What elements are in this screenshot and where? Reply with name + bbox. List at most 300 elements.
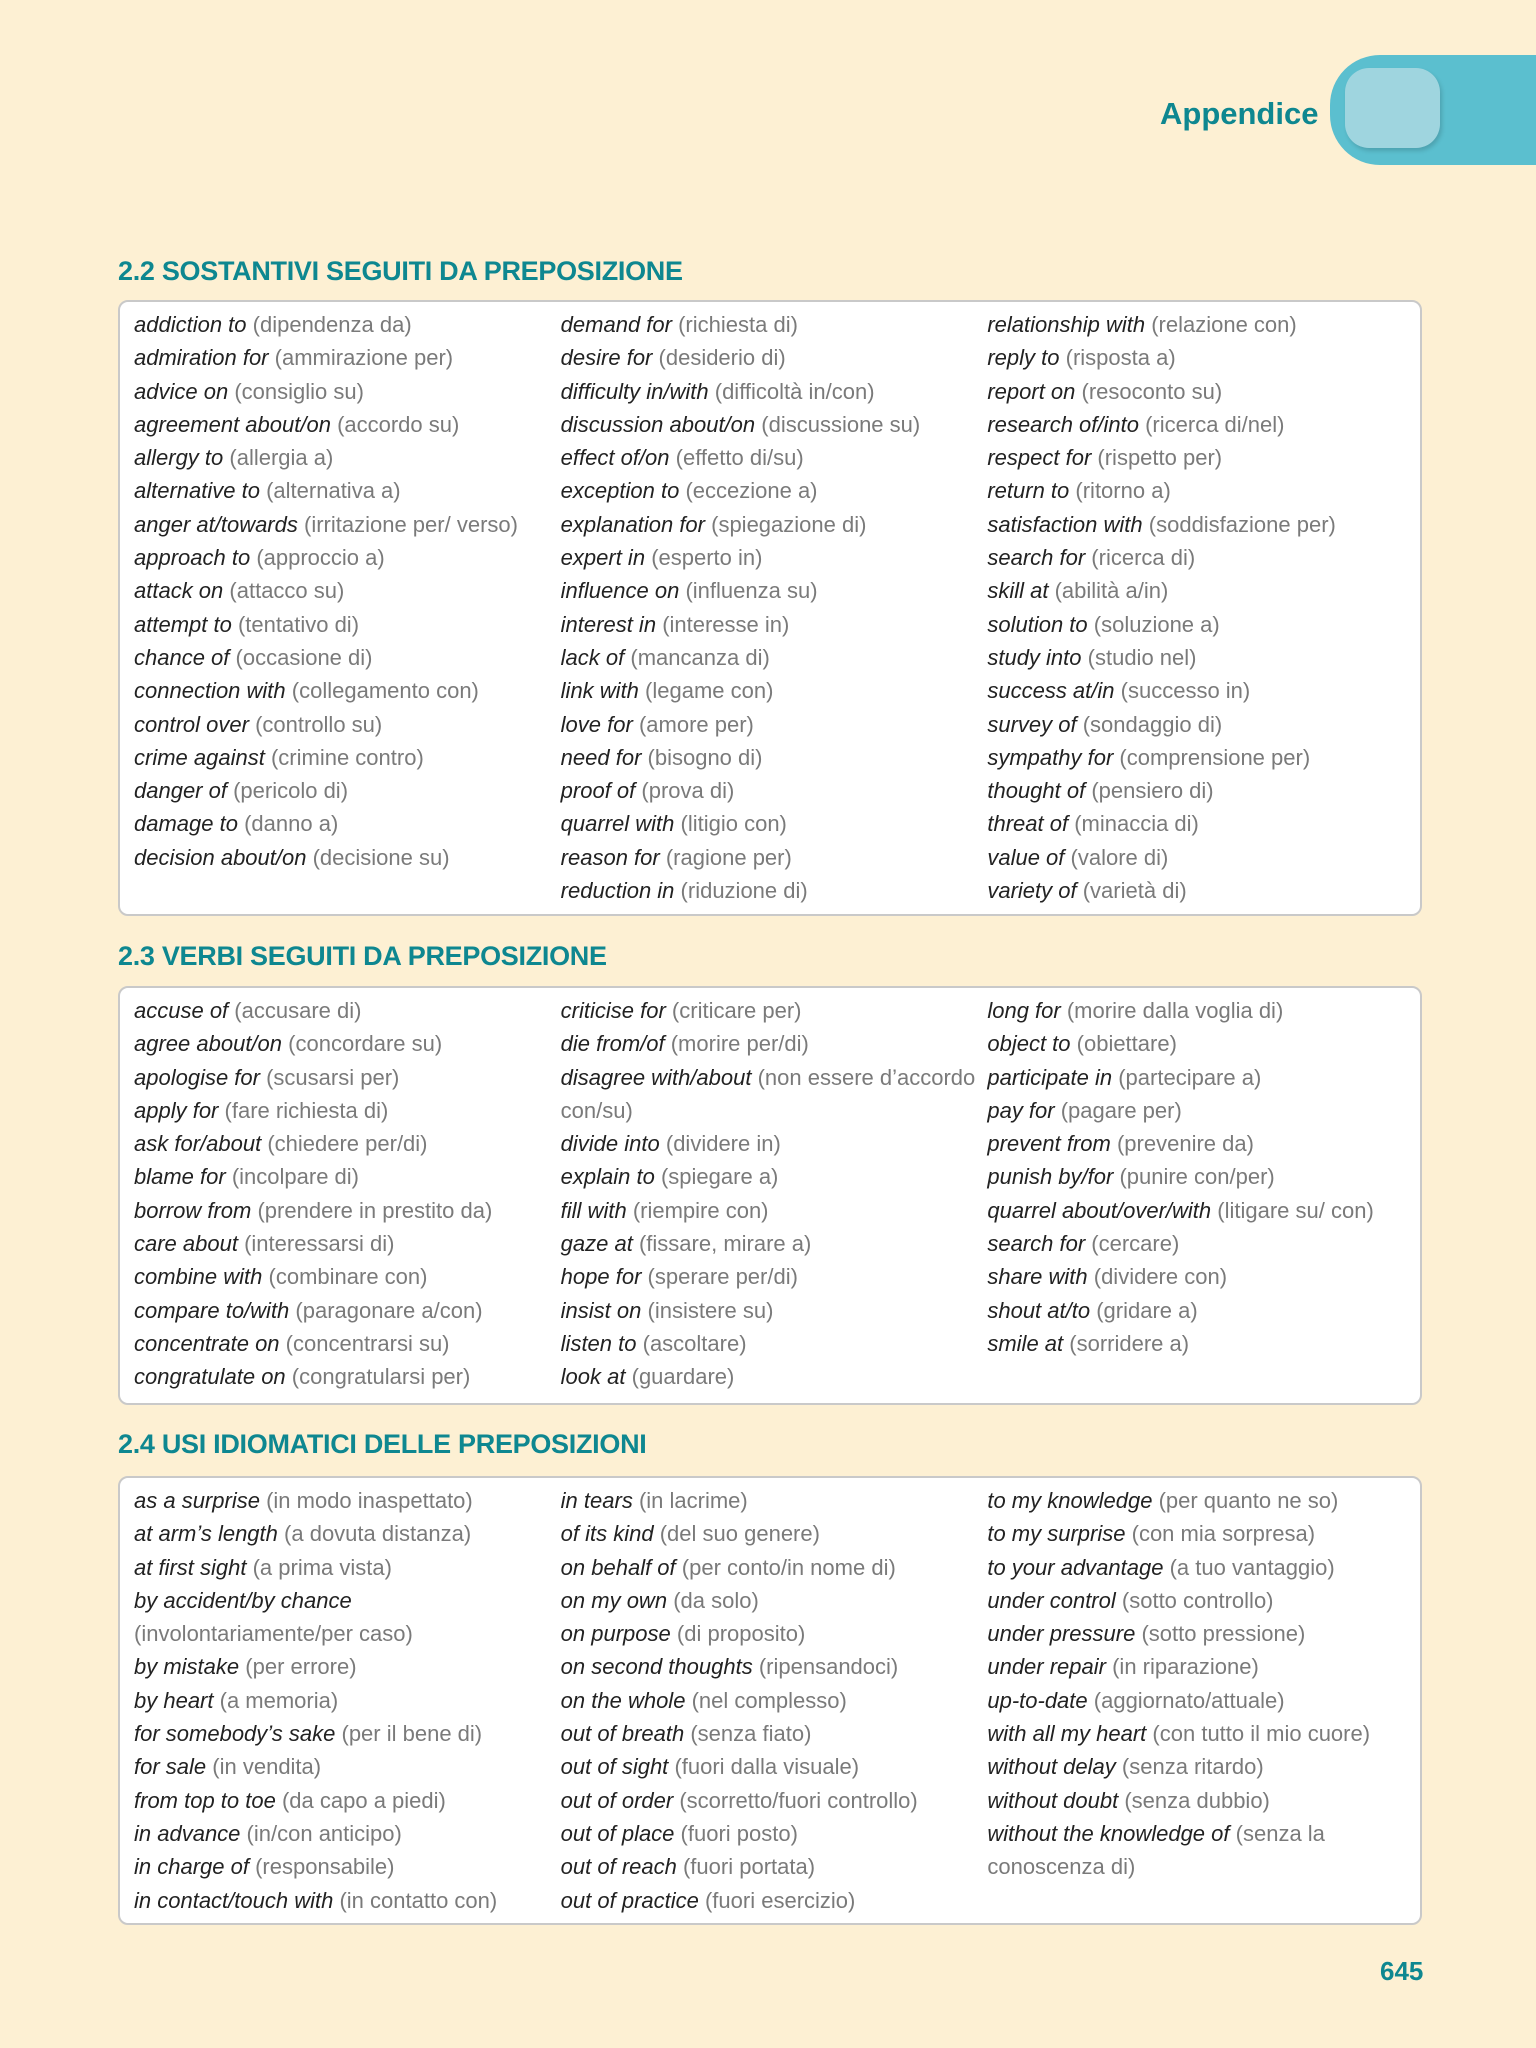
entry-term: long for (987, 998, 1061, 1023)
entry (987, 1294, 1414, 1327)
entry-translation: (fuori portata) (682, 1854, 816, 1880)
entry-translation: (scusarsi per) (266, 1064, 400, 1090)
entry (134, 1784, 561, 1817)
entry (134, 1194, 561, 1227)
entry-translation: (con mia sorpresa) (1131, 1521, 1316, 1547)
entry (561, 841, 988, 874)
entry-term: survey of (987, 711, 1077, 737)
entry (561, 1517, 988, 1550)
entry-term: to my surprise (987, 1521, 1126, 1547)
entry-term: in advance (134, 1820, 241, 1846)
section-box (118, 986, 1422, 1405)
entry-term: proof of (560, 778, 636, 804)
entry-term: love for (560, 711, 633, 737)
entry-translation: (fuori posto) (680, 1820, 798, 1846)
entry-term: threat of (987, 811, 1069, 837)
entry-term: sympathy for (987, 744, 1114, 770)
entry-term: search for (987, 1231, 1086, 1257)
entry (987, 341, 1414, 374)
entry-translation: (approccio a) (256, 545, 385, 571)
entry-translation: (senza ritardo) (1121, 1754, 1264, 1780)
entry-translation: (discussione su) (761, 411, 921, 437)
entry-translation: (per conto/in nome di) (681, 1554, 896, 1580)
entry-translation: (da capo a piedi) (281, 1787, 446, 1813)
entry-translation: (attacco su) (229, 578, 345, 604)
entry-term: under pressure (987, 1621, 1136, 1647)
entry-term: connection with (134, 678, 286, 704)
entry-translation: (prova di) (641, 778, 735, 804)
entry-term: by heart (134, 1687, 214, 1713)
entry-term: anger at/towards (134, 511, 298, 537)
entry (134, 1517, 561, 1550)
entry-term: demand for (560, 312, 672, 337)
entry (134, 441, 561, 474)
entry (987, 1750, 1414, 1783)
entry-term: as a surprise (134, 1488, 260, 1513)
entry-term: with all my heart (987, 1721, 1147, 1747)
entry-translation: (non essere d’accordo con/su) (560, 1064, 976, 1123)
entry (987, 874, 1414, 907)
entry (987, 541, 1414, 574)
entry (134, 674, 561, 707)
entry-translation: (eccezione a) (685, 478, 818, 504)
entry (561, 474, 988, 507)
entry-translation: (del suo genere) (659, 1521, 820, 1547)
entry (987, 1260, 1414, 1293)
entry-term: desire for (560, 345, 653, 371)
entry (134, 1227, 561, 1260)
section-title: 2.3 VERBI SEGUITI DA PREPOSIZIONE (118, 941, 607, 971)
entry-term: disagree with/about (560, 1064, 752, 1090)
entry-translation: (prevenire da) (1116, 1131, 1254, 1157)
entry (134, 1127, 561, 1160)
entry (134, 608, 561, 641)
entry (987, 1194, 1414, 1227)
entry-term: respect for (987, 445, 1092, 471)
entry-translation: (riempire con) (632, 1197, 769, 1223)
entry (561, 1617, 988, 1650)
entry (134, 1260, 561, 1293)
entry-term: on purpose (560, 1621, 671, 1647)
entry-translation: (studio nel) (1087, 644, 1197, 670)
entry (987, 608, 1414, 641)
entry (134, 708, 561, 741)
entry-translation: (decisione su) (312, 844, 450, 870)
entry (134, 375, 561, 408)
entry (561, 1061, 988, 1128)
entry (987, 1584, 1414, 1617)
entry-translation: (senza la conoscenza di) (987, 1820, 1325, 1880)
entry-term: in charge of (134, 1854, 249, 1880)
entry (987, 474, 1414, 507)
entry-translation: (allergia a) (229, 445, 334, 471)
entry (561, 1294, 988, 1327)
entry (134, 994, 561, 1027)
entry-translation: (combinare con) (268, 1264, 428, 1290)
entry (561, 674, 988, 707)
entry-term: control over (134, 711, 249, 737)
entry (987, 641, 1414, 674)
entry-term: die from/of (560, 1031, 665, 1057)
entry (987, 1160, 1414, 1193)
entry-term: reduction in (560, 878, 675, 904)
entry-translation: (desiderio di) (658, 345, 786, 371)
entry (987, 841, 1414, 874)
entry-translation: (dipendenza da) (252, 312, 412, 337)
entry-term: from top to toe (134, 1787, 276, 1813)
entry-translation: (resoconto su) (1081, 378, 1223, 404)
entry (134, 1650, 561, 1683)
entry-term: by accident/by chance (134, 1587, 352, 1613)
entry-term: return to (987, 478, 1070, 504)
entry-translation: (litigare su/ con) (1217, 1197, 1374, 1223)
entry (561, 1360, 988, 1393)
entry-term: explanation for (560, 511, 705, 537)
entry-translation: (mancanza di) (630, 644, 770, 670)
entry (561, 1684, 988, 1717)
entry-translation: (pensiero di) (1091, 778, 1214, 804)
entry-translation: (per il bene di) (341, 1721, 483, 1747)
entry-columns (134, 994, 1414, 1394)
entry-translation: (congratularsi per) (291, 1364, 471, 1390)
entry-column (134, 1484, 561, 1917)
entry-term: search for (987, 545, 1086, 571)
entry (561, 641, 988, 674)
entry (134, 1360, 561, 1393)
entry-term: explain to (560, 1164, 655, 1190)
entry-term: decision about/on (134, 844, 307, 870)
entry-term: blame for (134, 1164, 226, 1190)
entry (561, 1160, 988, 1193)
entry-term: in tears (560, 1488, 633, 1513)
entry (561, 874, 988, 907)
entry-translation: (partecipare a) (1118, 1064, 1262, 1090)
entry (134, 741, 561, 774)
entry-translation: (esperto in) (651, 545, 763, 571)
entry (561, 1327, 988, 1360)
entry (987, 574, 1414, 607)
entry-translation: (in modo inaspettato) (266, 1488, 473, 1513)
entry-term: skill at (987, 578, 1049, 604)
entry (987, 1027, 1414, 1060)
section-box (118, 1476, 1422, 1925)
entry-term: at arm’s length (134, 1521, 278, 1547)
entry (561, 1027, 988, 1060)
entry-translation: (sondaggio di) (1082, 711, 1223, 737)
entry-translation: (in vendita) (212, 1754, 322, 1780)
entry (987, 375, 1414, 408)
entry-translation: (relazione con) (1151, 312, 1297, 337)
entry-term: borrow from (134, 1197, 252, 1223)
entry-translation: (scorretto/fuori controllo) (679, 1787, 918, 1813)
entry-translation: (risposta a) (1065, 345, 1176, 371)
entry (561, 1227, 988, 1260)
entry-term: divide into (560, 1131, 660, 1157)
entry-term: look at (560, 1364, 626, 1390)
entry (134, 1584, 561, 1651)
entry-translation: (di proposito) (676, 1621, 806, 1647)
entry-translation: (amore per) (638, 711, 754, 737)
entry-translation: (responsabile) (255, 1854, 395, 1880)
entry-translation: (con tutto il mio cuore) (1152, 1721, 1371, 1747)
entry-translation: (nel complesso) (691, 1687, 847, 1713)
entry-term: allergy to (134, 445, 224, 471)
entry-translation: (guardare) (631, 1364, 735, 1390)
entry-translation: (gridare a) (1096, 1297, 1198, 1323)
entry (134, 841, 561, 874)
entry-translation: (minaccia di) (1074, 811, 1199, 837)
entry (561, 441, 988, 474)
entry-term: attack on (134, 578, 224, 604)
entry-translation: (morire per/di) (670, 1031, 809, 1057)
entry-translation: (richiesta di) (678, 312, 798, 337)
entry (987, 508, 1414, 541)
entry-term: alternative to (134, 478, 260, 504)
entry-translation: (interessarsi di) (244, 1231, 395, 1257)
entry-column (561, 1484, 988, 1917)
entry (561, 1884, 988, 1917)
entry (561, 1850, 988, 1883)
entry-term: apologise for (134, 1064, 260, 1090)
entry-translation: (prendere in prestito da) (257, 1197, 493, 1223)
entry (134, 641, 561, 674)
entry-term: reason for (560, 844, 660, 870)
entry-translation: (sperare per/di) (647, 1264, 798, 1290)
entry-translation: (litigio con) (680, 811, 787, 837)
entry-term: addiction to (134, 312, 247, 337)
entry (987, 674, 1414, 707)
entry-translation: (a tuo vantaggio) (1169, 1554, 1335, 1580)
entry-translation: (effetto di/su) (675, 445, 804, 471)
entry-translation: (in lacrime) (638, 1488, 748, 1513)
entry (987, 1684, 1414, 1717)
entry (561, 1551, 988, 1584)
entry-column (134, 308, 561, 907)
entry (987, 1484, 1414, 1517)
entry-translation: (aggiornato/attuale) (1093, 1687, 1285, 1713)
entry (561, 1817, 988, 1850)
entry-term: research of/into (987, 411, 1139, 437)
entry-translation: (fuori esercizio) (704, 1887, 856, 1913)
entry-term: expert in (560, 545, 646, 571)
entry-term: lack of (560, 644, 625, 670)
entry-term: crime against (134, 744, 265, 770)
entry-translation: (crimine contro) (270, 744, 424, 770)
entry-translation: (in riparazione) (1112, 1654, 1259, 1680)
entry (561, 1260, 988, 1293)
entry (134, 807, 561, 840)
entry-translation: (per quanto ne so) (1158, 1488, 1339, 1513)
entry (134, 541, 561, 574)
entry-translation: (riduzione di) (680, 878, 808, 904)
entry-translation: (bisogno di) (647, 744, 763, 770)
entry-translation: (per errore) (245, 1654, 357, 1680)
entry-term: chance of (134, 644, 230, 670)
entry-translation: (paragonare a/con) (295, 1297, 483, 1323)
entry (561, 1194, 988, 1227)
entry (134, 474, 561, 507)
entry (987, 1127, 1414, 1160)
entry-columns (134, 1484, 1414, 1917)
header-title: Appendice (1160, 96, 1319, 131)
entry (561, 408, 988, 441)
entry-translation: (da solo) (673, 1587, 759, 1613)
entry-term: to my knowledge (987, 1488, 1153, 1513)
entry-translation: (abilità a/in) (1054, 578, 1169, 604)
entry-term: to your advantage (987, 1554, 1164, 1580)
entry-translation: (soddisfazione per) (1148, 511, 1336, 537)
entry-translation: (spiegare a) (660, 1164, 779, 1190)
entry-term: difficulty in/with (560, 378, 709, 404)
entry-translation: (occasione di) (235, 644, 373, 670)
entry-column (987, 308, 1414, 907)
entry (134, 1817, 561, 1850)
entry (987, 408, 1414, 441)
entry-translation: (collegamento con) (291, 678, 479, 704)
entry-term: fill with (560, 1197, 627, 1223)
entry (987, 1717, 1414, 1750)
appendix-tab-inner (1345, 68, 1440, 148)
entry-translation: (ragione per) (665, 844, 792, 870)
entry-term: admiration for (134, 345, 269, 371)
entry-translation: (difficoltà in/con) (714, 378, 875, 404)
entry (134, 1294, 561, 1327)
entry (561, 541, 988, 574)
entry-translation: (irritazione per/ verso) (304, 511, 518, 537)
entry-translation: (ascoltare) (642, 1330, 747, 1356)
entry-term: satisfaction with (987, 511, 1143, 537)
entry-translation: (tentativo di) (237, 611, 360, 637)
entry-term: influence on (560, 578, 680, 604)
entry-term: on behalf of (560, 1554, 676, 1580)
entry-term: exception to (560, 478, 680, 504)
entry (987, 994, 1414, 1027)
entry-translation: (fuori dalla visuale) (674, 1754, 860, 1780)
entry-translation: (ritorno a) (1075, 478, 1171, 504)
entry-term: agreement about/on (134, 411, 331, 437)
entry (134, 1160, 561, 1193)
entry-term: study into (987, 644, 1082, 670)
entry (561, 994, 988, 1027)
entry (134, 1850, 561, 1883)
entry-term: out of reach (560, 1854, 677, 1880)
entry-term: concentrate on (134, 1330, 280, 1356)
entry-term: without the knowledge of (987, 1820, 1230, 1846)
page-number: 645 (1380, 1956, 1424, 1986)
entry (561, 1127, 988, 1160)
entry-term: interest in (560, 611, 657, 637)
entry-term: compare to/with (134, 1297, 290, 1323)
entry-translation: (chiedere per/di) (267, 1131, 428, 1157)
entry-term: share with (987, 1264, 1088, 1290)
entry-term: damage to (134, 811, 238, 837)
entry-term: care about (134, 1231, 238, 1257)
entry (561, 574, 988, 607)
entry-term: on the whole (560, 1687, 686, 1713)
entry-term: value of (987, 844, 1065, 870)
entry-translation: (in/con anticipo) (246, 1820, 402, 1846)
entry-translation: (pericolo di) (233, 778, 349, 804)
entry-term: advice on (134, 378, 229, 404)
entry-translation: (accordo su) (337, 411, 460, 437)
entry (561, 1484, 988, 1517)
entry-translation: (danno a) (244, 811, 339, 837)
entry (561, 1750, 988, 1783)
entry-term: effect of/on (560, 445, 670, 471)
entry (561, 807, 988, 840)
entry (987, 308, 1414, 341)
entry (987, 1817, 1414, 1884)
entry-term: shout at/to (987, 1297, 1091, 1323)
entry-translation: (interesse in) (662, 611, 790, 637)
entry-translation: (a prima vista) (252, 1554, 392, 1580)
entry-term: listen to (560, 1330, 637, 1356)
entry-translation: (cercare) (1091, 1231, 1180, 1257)
entry-translation: (fissare, mirare a) (638, 1231, 812, 1257)
entry-translation: (alternativa a) (266, 478, 401, 504)
section-box (118, 300, 1422, 916)
entry (561, 508, 988, 541)
entry (987, 708, 1414, 741)
entry-term: need for (560, 744, 642, 770)
entry (987, 1061, 1414, 1094)
entry-term: without delay (987, 1754, 1116, 1780)
entry (561, 375, 988, 408)
entry-translation: (rispetto per) (1097, 445, 1223, 471)
entry-term: apply for (134, 1097, 219, 1123)
entry-translation: (obiettare) (1076, 1031, 1177, 1057)
entry-term: variety of (987, 878, 1077, 904)
entry (987, 1650, 1414, 1683)
entry-term: link with (560, 678, 639, 704)
entry (134, 574, 561, 607)
entry-translation: (concordare su) (288, 1031, 443, 1057)
entry-translation: (criticare per) (671, 998, 802, 1023)
entry-term: out of order (560, 1787, 674, 1813)
entry-term: reply to (987, 345, 1060, 371)
entry-term: pay for (987, 1097, 1055, 1123)
entry-term: for sale (134, 1754, 207, 1780)
entry-term: on my own (560, 1587, 668, 1613)
entry-translation: (involontariamente/per caso) (134, 1621, 413, 1647)
entry-term: quarrel with (560, 811, 675, 837)
entry-translation: (punire con/per) (1119, 1164, 1275, 1190)
entry-translation: (varietà di) (1082, 878, 1187, 904)
entry-term: relationship with (987, 312, 1146, 337)
entry-translation: (in contatto con) (339, 1887, 498, 1913)
entry-translation: (controllo su) (255, 711, 383, 737)
entry-term: solution to (987, 611, 1088, 637)
entry-column (134, 994, 561, 1394)
entry-term: up-to-date (987, 1687, 1088, 1713)
entry-term: insist on (560, 1297, 642, 1323)
entry-translation: (influenza su) (685, 578, 818, 604)
entry-term: criticise for (560, 998, 666, 1023)
entry-term: approach to (134, 545, 251, 571)
entry (134, 1484, 561, 1517)
entry (134, 1551, 561, 1584)
entry-columns (134, 308, 1414, 907)
entry-term: by mistake (134, 1654, 240, 1680)
entry-translation: (accusare di) (234, 998, 362, 1023)
entry (561, 308, 988, 341)
entry (987, 1784, 1414, 1817)
entry-translation: (consiglio su) (234, 378, 364, 404)
entry-term: quarrel about/over/with (987, 1197, 1212, 1223)
entry-term: report on (987, 378, 1076, 404)
entry-translation: (fare richiesta di) (224, 1097, 389, 1123)
entry-term: ask for/about (134, 1131, 262, 1157)
